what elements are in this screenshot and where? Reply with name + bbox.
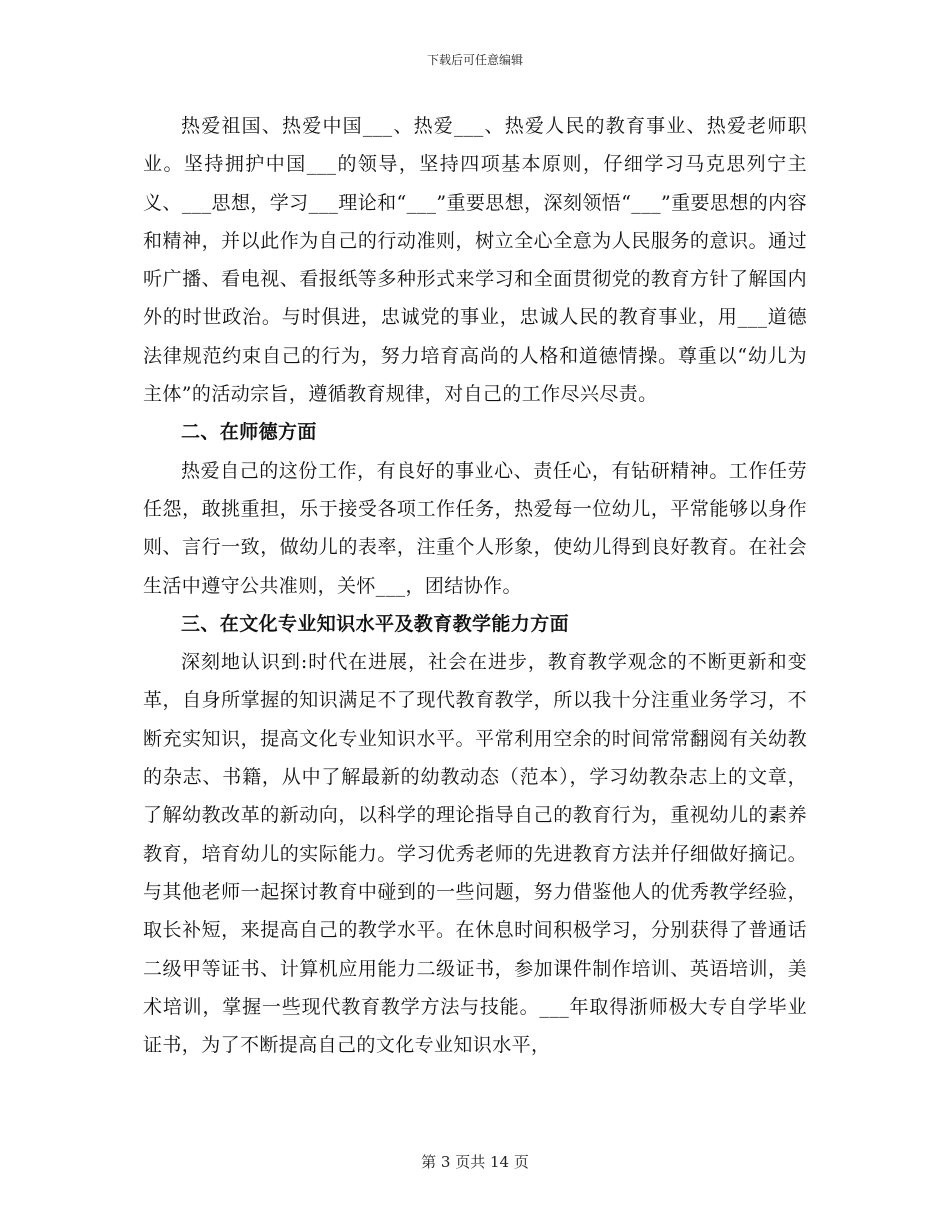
document-body [143, 107, 807, 1064]
paragraph-ethics: 热爱自己的这份工作，有良好的事业心、责任心，有钻研精神。工作任劳任怨，敢挑重担，乐于接受各项工作任务，热爱每一位幼儿，平常能够以身作则、言行一致，做幼儿的表率，注重个人形象，使幼儿得到良好教育。在社会生活中遵守公共准则，关怀___，团结协作。 [143, 459, 807, 597]
section-heading-ethics: 二、在师德方面 [181, 421, 317, 444]
paragraph-political: 热爱祖国、热爱中国___、热爱___、热爱人民的教育事业、热爱老师职业。坚持拥护中国___的领导，坚持四项基本原则，仔细学习马克思列宁主义、___思想，学习___理论和“___”重要思想，深刻领悟“___”重要思想的内容和精神，并以此作为自己的行动准则，树立全心全意为人民服务的意识。通过听广播、看电视、看报纸等多种形式来学习和全面贯彻党的教育方针了解国内外的时世政治。与时俱进，忠诚党的事业，忠诚人民的教育事业，用___道德法律规范约束自己的行为，努力培育高尚的人格和道德情操。尊重以“幼儿为主体”的活动宗旨，遵循教育规律，对自己的工作尽兴尽责。 [143, 115, 807, 406]
paragraph-knowledge: 深刻地认识到:时代在进展，社会在进步，教育教学观念的不断更新和变革，自身所掌握的知识满足不了现代教育教学，所以我十分注重业务学习，不断充实知识，提高文化专业知识水平。平常利用空余的时间常常翻阅有关幼教的杂志、书籍，从中了解最新的幼教动态（范本），学习幼教杂志上的文章，了解幼教改革的新动向，以科学的理论指导自己的教育行为，重视幼儿的素养教育，培育幼儿的实际能力。学习优秀老师的先进教育方法并仔细做好摘记。与其他老师一起探讨教育中碰到的一些问题，努力借鉴他人的优秀教学经验，取长补短，来提高自己的教学水平。在休息时间积极学习，分别获得了普通话二级甲等证书、计算机应用能力二级证书，参加课件制作培训、英语培训，美术培训，掌握一些现代教育教学方法与技能。___年取得浙师极大专自学毕业证书，为了不断提高自己的文化专业知识水平， [143, 651, 807, 1057]
page-header: 下载后可任意编辑 [426, 53, 523, 67]
section-heading-knowledge: 三、在文化专业知识水平及教育教学能力方面 [181, 612, 570, 635]
page-number: 第 3 页共 14 页 [421, 1153, 529, 1171]
